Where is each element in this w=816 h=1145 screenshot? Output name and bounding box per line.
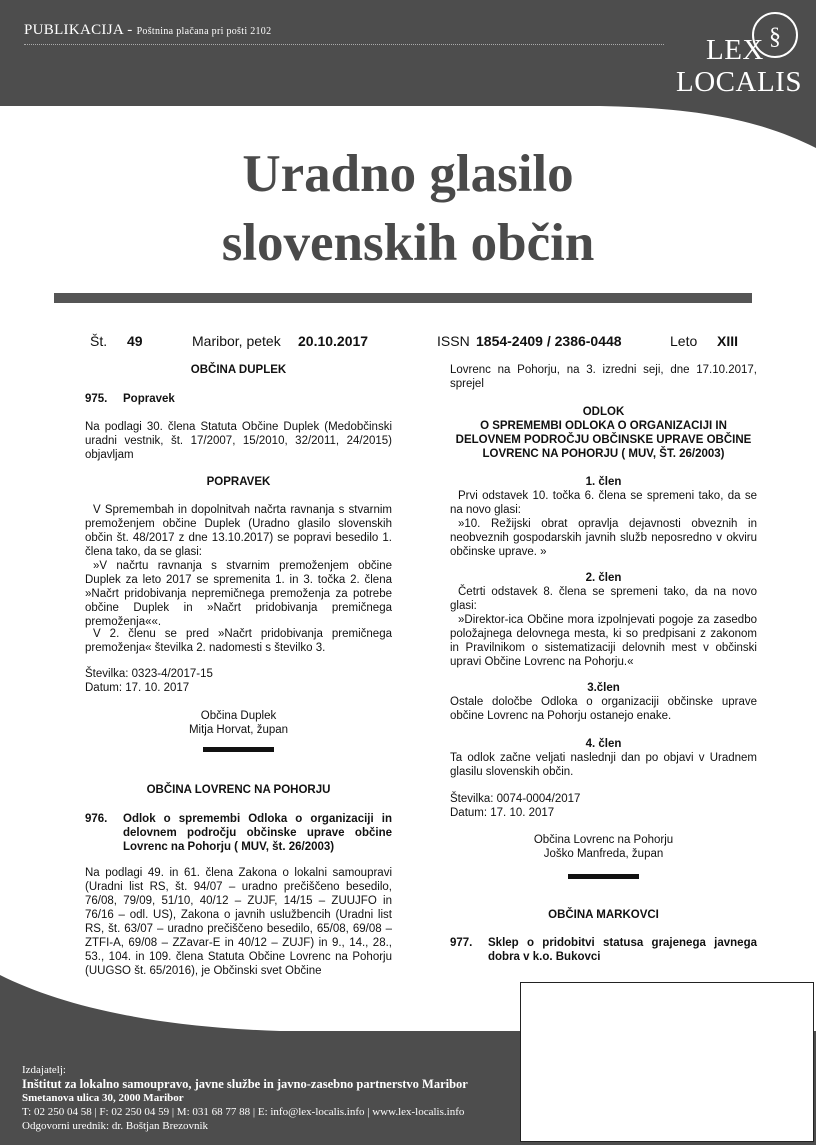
article-2-paragraph-2: »Direktor-ica Občine mora izpolnjevati pogoje za zasedbo položajnega delovnega mesta, ki so predpisani z zakonom in Pravilnikom o sistematizaciji delovnih mest v občinski upravi Občine Lovrenc na Pohorju.« [450,614,757,668]
entry-separator [203,747,274,752]
entry-975-heading: 975. Popravek [85,393,175,405]
article-1-heading: 1. člen [585,476,622,488]
entry-977-title: Sklep o pridobitvi statusa grajenega javnega dobra v k.o. Bukovci [488,937,757,963]
entry-976-title: Odlok o spremembi Odloka o organizaciji in delovnem področju občinske uprave občine Lovrenc na Pohorju ( MUV, št. 26/2003) [123,813,392,853]
odlok-subheading: O SPREMEMBI ODLOKA O ORGANIZACIJI IN DELOVNEM PODROČJU OBČINSKE UPRAVE OBČINE LOVRENC NA POHORJU ( MUV, ŠT. 26/2003) [455,420,752,460]
article-3-paragraph: Ostale določbe Odloka o organizaciji občinske uprave občine Lovrenc na Pohorju ostanejo enake. [450,696,757,722]
popravek-paragraph-1: V Spremembah in dopolnitvah načrta ravnanja s stvarnim premoženjem občine Duplek (Uradno glasilo slovenskih občin št. 48/2017 z dne 13.10.2017) se popravi besedilo 1. člena tako, da se glasi: [85,504,392,558]
publisher-name: Inštitut za lokalno samoupravo, javne službe in javno-zasebno partnerstvo Maribor [22,1077,468,1091]
section-heading-markovci: OBČINA MARKOVCI [548,909,659,921]
year-value: XIII [717,333,739,349]
page-title: Uradno glasilo slovenskih občin [221,145,595,272]
issue-place: Maribor, petek [192,333,281,349]
issue-date: 20.10.2017 [298,333,369,349]
entry-976-number: 976. [85,813,108,825]
article-2-heading: 2. člen [585,572,622,584]
entry-975-number: Številka: 0323-4/2017-15 [85,668,213,680]
logo-localis: LOCALIS [676,66,802,98]
entry-975-signature-org: Občina Duplek [200,710,277,722]
entry-976-number-ref: Številka: 0074-0004/2017 [450,793,581,805]
article-4-paragraph: Ta odlok začne veljati naslednji dan po objavi v Uradnem glasilu slovenskih občin. [450,752,757,778]
postage-note: Poštnina plačana pri pošti 2102 [136,26,272,37]
entry-976-body: Na podlagi 49. in 61. člena Zakona o lokalni samoupravi (Uradni list RS, št. 94/07 – uradno prečiščeno besedilo, 76/08, 79/09, 51/10, 40/12 – ZUJF, 14/15 – ZUUJFO in 76/16 – odl. US), Zakona o javnih uslužbencih (Uradni list RS, št. 63/07 – uradno prečiščeno besedilo, 65/08, 69/08 – ZTFI-A, 69/08 – ZZavar-E in 40/12 – ZUJF) in 9., 14., 28., 53., 104. in 109. člena Statuta Občine Lovrenc na Pohorju (UUGSO št. 65/2016), je Občinski svet Občine [85,867,392,977]
popravek-paragraph-2: »V načrtu ravnanja s stvarnim premoženjem občine Duplek za leto 2017 se spremenita 1. in 3. točka 2. člena »Načrt pridobivanja nepremičnega premoženja za potrebe občine Duplek in »Načrt pridobivanja premičnega premoženja««. [85,560,392,628]
publisher-address: Smetanova ulica 30, 2000 Maribor [22,1092,184,1104]
section-heading-lovrenc: OBČINA LOVRENC NA POHORJU [146,784,331,796]
popravek-heading: POPRAVEK [206,476,271,488]
entry-976-signature-name: Joško Manfreda, župan [543,848,664,860]
responsible-editor: Odgovorni urednik: dr. Boštjan Brezovnik [22,1120,209,1132]
entry-975-date: Datum: 17. 10. 2017 [85,682,190,694]
article-1-paragraph-2: »10. Režijski obrat opravlja dejavnosti obveznih in neobveznih gospodarskih javnih služb neposredno v okviru občinske uprave. » [450,518,757,558]
entry-976-continuation: Lovrenc na Pohorju, na 3. izredni seji, dne 17.10.2017, sprejel [450,364,757,390]
odlok-heading: ODLOK [582,406,625,418]
paragraph-sign-logo-icon: § [752,12,798,58]
year-label: Leto [670,333,698,349]
publisher-label: Izdajatelj: [22,1064,66,1076]
issn-value: 1854-2409 / 2386-0448 [476,333,622,349]
entry-976-date: Datum: 17. 10. 2017 [450,807,555,819]
logo-lex: LEX [706,34,764,66]
title-rule [54,293,752,303]
entry-976-signature-org: Občina Lovrenc na Pohorju [533,834,674,846]
article-1-paragraph-1: Prvi odstavek 10. točka 6. člena se spremeni tako, da se na novo glasi: [450,490,757,516]
entry-975-intro: Na podlagi 30. člena Statuta Občine Duplek (Medobčinski uradni vestnik, št. 17/2007, 15/2010, 32/2011, 24/2015) objavljam [85,421,392,461]
issue-number-label: Št. [90,333,108,349]
section-heading-duplek: OBČINA DUPLEK [190,364,287,376]
dotted-divider [24,44,664,45]
popravek-paragraph-3: V 2. členu se pred »Načrt pridobivanja premičnega premoženja« številka 2. nadomesti s številko 3. [85,628,392,654]
entry-977-number: 977. [450,937,473,949]
article-4-heading: 4. člen [585,738,622,750]
publisher-contact: T: 02 250 04 58 | F: 02 250 04 59 | M: 031 68 77 88 | E: info@lex-localis.info | www.lex-localis.info [22,1106,465,1118]
entry-975-signature-name: Mitja Horvat, župan [188,724,289,736]
article-2-paragraph-1: Četrti odstavek 8. člena se spremeni tako, da na novo glasi: [450,586,757,612]
entry-separator [568,874,639,879]
article-3-heading: 3.člen [587,682,620,694]
entry-977-heading [450,936,757,964]
issue-number: 49 [127,333,143,349]
entry-976-heading [85,812,392,854]
publication-label: PUBLIKACIJA - Poštnina plačana pri pošti 2102 [24,22,272,38]
blank-box [520,982,814,1142]
issn-label: ISSN [437,333,470,349]
